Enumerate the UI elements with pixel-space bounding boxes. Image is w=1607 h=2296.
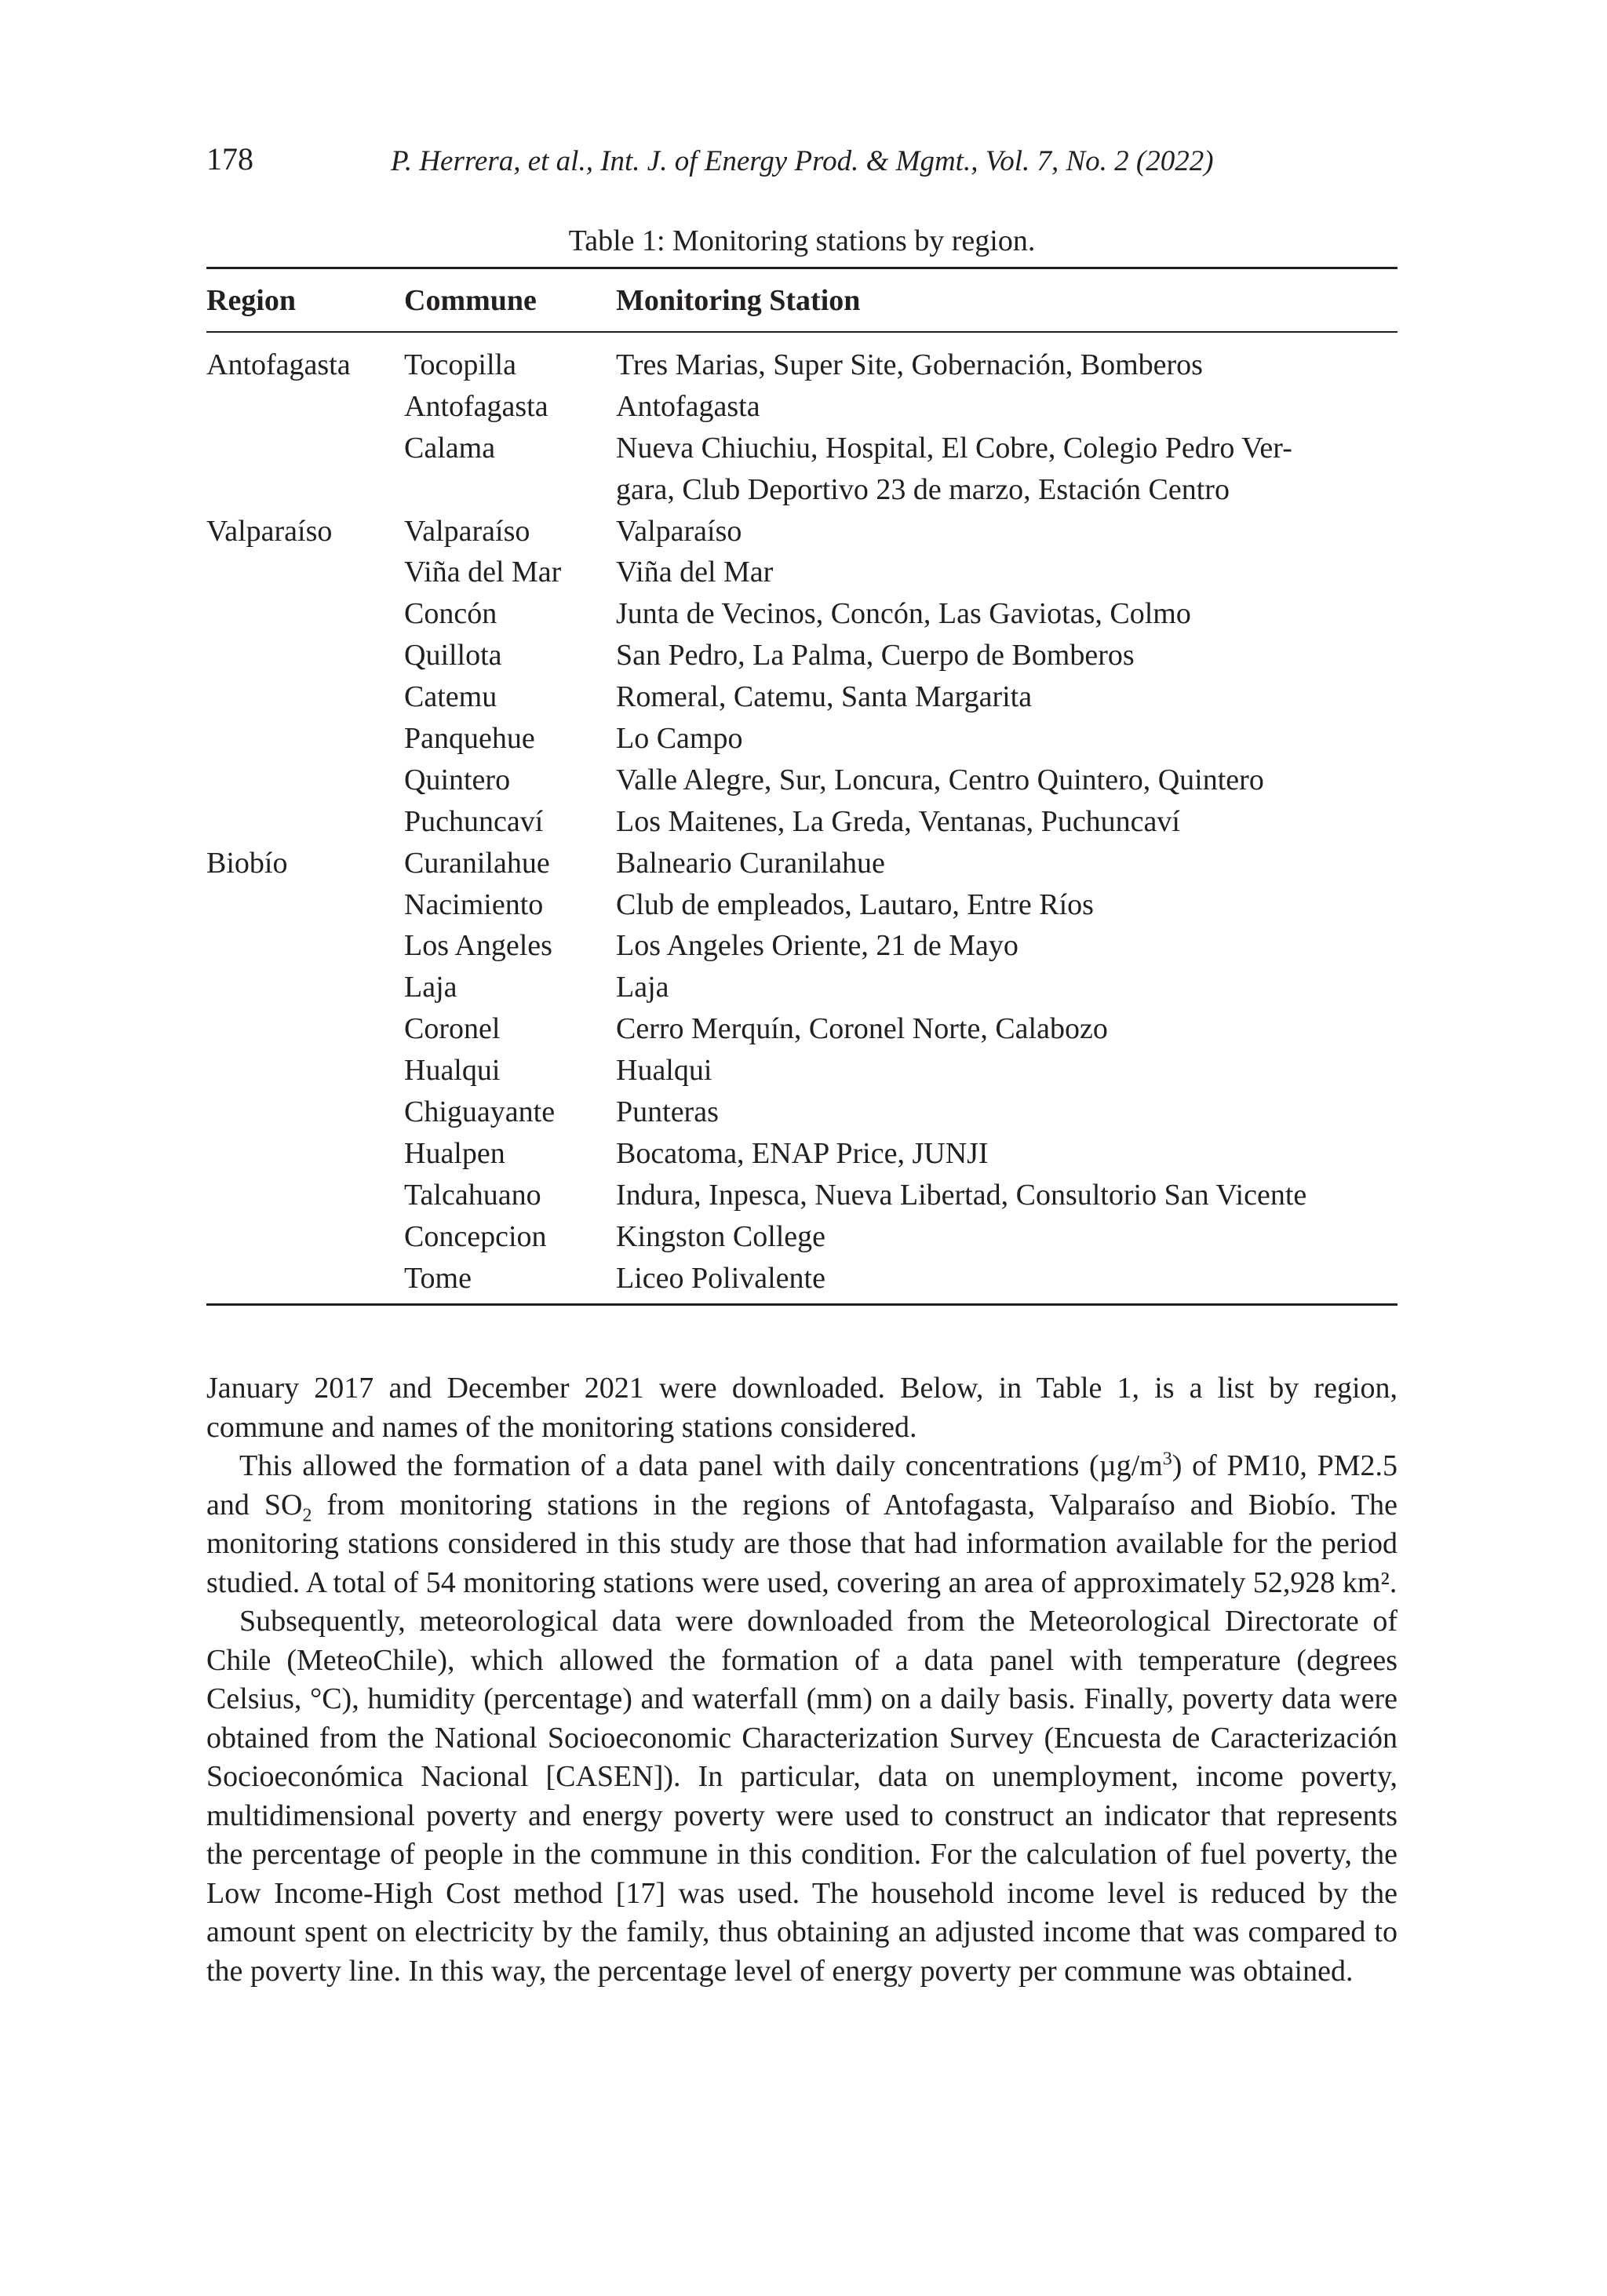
commune-cell: Curanilahue [404, 846, 550, 880]
commune-cell: Puchuncaví [404, 804, 544, 838]
table-row [0, 1050, 1607, 1092]
table-row [0, 1216, 1607, 1258]
column-header-monitoring-station: Monitoring Station [616, 284, 861, 317]
table-row [0, 1133, 1607, 1175]
station-cell: Hualqui [616, 1054, 712, 1088]
table-row [0, 1008, 1607, 1050]
commune-cell: Nacimiento [404, 887, 544, 921]
commune-cell: Tocopilla [404, 348, 516, 381]
station-cell: Club de empleados, Lautaro, Entre Ríos [616, 887, 1094, 921]
commune-cell: Chiguayante [404, 1095, 556, 1129]
table-row [0, 552, 1607, 593]
paragraph [206, 1447, 1397, 1602]
paragraph-text: This allowed the formation of a data panel with daily concentrations (µg/m [239, 1449, 1163, 1482]
paragraph-text: ) of PM10, PM2.5 and SO [206, 1449, 1397, 1522]
region-cell: Antofagasta [206, 348, 351, 381]
station-cell [616, 428, 1369, 511]
table-header [0, 281, 1607, 320]
table-row [0, 428, 1607, 511]
commune-cell: Laja [404, 971, 457, 1004]
station-cell: Viña del Mar [616, 556, 774, 589]
commune-cell: Concón [404, 597, 497, 631]
table-header-rule [206, 331, 1397, 333]
station-cell-line: gara, Club Deportivo 23 de marzo, Estación Centro [616, 472, 1230, 506]
commune-cell: Los Angeles [404, 929, 552, 963]
table-row [0, 801, 1607, 843]
table-body [0, 344, 1607, 1299]
paragraph: Subsequently, meteorological data were downloaded from the Meteorological Directorate of Chile (MeteoChile), which allowed the formation of a data panel with temperature (degrees Celsius, °C), humidity (percentage) and waterfall (mm) on a daily basis. Finally, poverty data were obtained from the National Socioeconomic Characterization Survey (Encuesta de Caracterización Socioeconómica Nacional [CASEN]). In particular, data on unemployment, income poverty, multidimensional poverty and energy poverty were used to construct an indicator that represents the percentage of people in the commune in this condition. For the calculation of fuel poverty, the Low Income-High Cost method [17] was used. The household income level is reduced by the amount spent on electricity by the family, thus obtaining an adjusted income that was compared to the poverty line. In this way, the percentage level of energy poverty per commune was obtained. [206, 1605, 1397, 1988]
region-cell: Valparaíso [206, 514, 333, 548]
station-cell: Bocatoma, ENAP Price, JUNJI [616, 1136, 989, 1170]
table-row [0, 593, 1607, 635]
station-cell: Punteras [616, 1095, 719, 1129]
page-number: 178 [206, 141, 253, 177]
table-row [0, 1092, 1607, 1133]
station-cell: Valle Alegre, Sur, Loncura, Centro Quintero, Quintero [616, 763, 1264, 796]
table-row [0, 676, 1607, 718]
table-row [0, 635, 1607, 676]
subscript: 2 [302, 1505, 312, 1526]
table-row [0, 1258, 1607, 1299]
table-row [0, 1175, 1607, 1216]
commune-cell: Calama [404, 431, 496, 465]
commune-cell: Concepcion [404, 1219, 547, 1253]
station-cell: Laja [616, 971, 669, 1004]
running-head: P. Herrera, et al., Int. J. of Energy Prod. & Mgmt., Vol. 7, No. 2 (2022) [391, 145, 1214, 177]
superscript: 3 [1162, 1449, 1172, 1470]
table-row [0, 843, 1607, 884]
station-cell: Liceo Polivalente [616, 1261, 825, 1295]
table-row [0, 511, 1607, 552]
commune-cell: Valparaíso [404, 514, 530, 548]
station-cell: Indura, Inpesca, Nueva Libertad, Consultorio San Vicente [616, 1178, 1307, 1212]
table-row [0, 925, 1607, 967]
station-cell: Kingston College [616, 1219, 826, 1253]
commune-cell: Talcahuano [404, 1178, 541, 1212]
station-cell-line: Nueva Chiuchiu, Hospital, El Cobre, Colegio Pedro Ver- [616, 431, 1292, 465]
commune-cell: Quintero [404, 763, 511, 796]
table-row [0, 718, 1607, 760]
commune-cell: Hualpen [404, 1136, 505, 1170]
station-cell: Balneario Curanilahue [616, 846, 885, 880]
station-cell: San Pedro, La Palma, Cuerpo de Bomberos [616, 639, 1135, 672]
table-row [0, 344, 1607, 386]
commune-cell: Catemu [404, 680, 497, 714]
region-cell: Biobío [206, 846, 288, 880]
commune-cell: Antofagasta [404, 389, 548, 423]
paragraph: January 2017 and December 2021 were downloaded. Below, in Table 1, is a list by region, commune and names of the monitoring stations considered. [206, 1372, 1397, 1444]
table-row [0, 386, 1607, 428]
commune-cell: Quillota [404, 639, 502, 672]
table-row [0, 967, 1607, 1008]
station-cell: Junta de Vecinos, Concón, Las Gaviotas, Colmo [616, 597, 1191, 631]
station-cell: Los Maitenes, La Greda, Ventanas, Puchuncaví [616, 804, 1180, 838]
table-caption: Table 1: Monitoring stations by region. [568, 224, 1036, 257]
station-cell: Cerro Merquín, Coronel Norte, Calabozo [616, 1012, 1108, 1046]
station-cell: Valparaíso [616, 514, 742, 548]
station-cell: Lo Campo [616, 722, 743, 756]
table-bottom-rule [206, 1303, 1397, 1306]
body-text [206, 1369, 1397, 1991]
table-top-rule [206, 267, 1397, 269]
station-cell: Antofagasta [616, 389, 760, 423]
commune-cell: Viña del Mar [404, 556, 562, 589]
commune-cell: Hualqui [404, 1054, 501, 1088]
table-row [0, 760, 1607, 801]
station-cell: Los Angeles Oriente, 21 de Mayo [616, 929, 1018, 963]
station-cell: Tres Marias, Super Site, Gobernación, Bomberos [616, 348, 1203, 381]
station-cell: Romeral, Catemu, Santa Margarita [616, 680, 1033, 714]
paragraph-text: from monitoring stations in the regions of Antofagasta, Valparaíso and Biobío. The monitoring stations considered in this study are those that had information available for the period studied. A total of 54 monitoring stations were used, covering an area of approximately 52,928 km². [206, 1488, 1397, 1599]
table-row [0, 884, 1607, 926]
commune-cell: Panquehue [404, 722, 535, 756]
commune-cell: Coronel [404, 1012, 501, 1046]
commune-cell: Tome [404, 1261, 472, 1295]
column-header-region: Region [206, 284, 296, 317]
column-header-commune: Commune [404, 284, 537, 317]
